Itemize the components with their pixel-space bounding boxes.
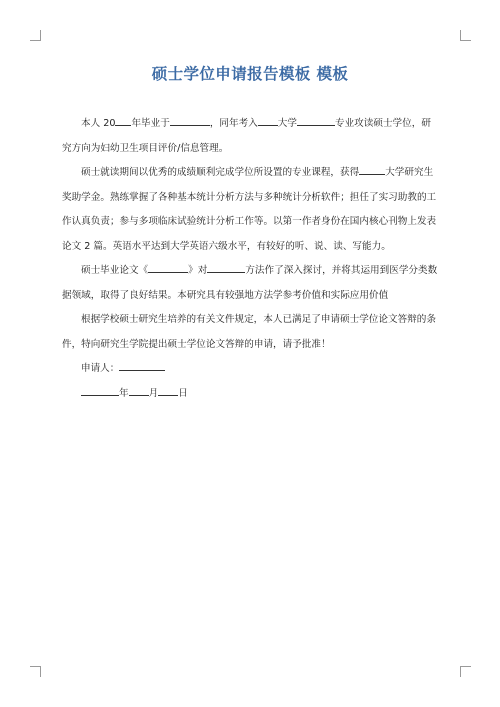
applicant-line	[62, 357, 440, 382]
crop-mark-bottom-right	[460, 666, 471, 677]
document-body	[62, 112, 440, 406]
crop-mark-top-left	[30, 30, 41, 41]
blank-date-year	[81, 386, 119, 396]
date-year-label: 年	[119, 387, 129, 399]
crop-mark-bottom-left	[30, 666, 41, 677]
thesis-text-1: 硕士毕业论文《	[81, 265, 149, 276]
blank-year	[115, 116, 131, 126]
paragraph-study	[62, 161, 440, 259]
thesis-text-2: 》对	[188, 265, 208, 276]
blank-date-month	[129, 386, 149, 396]
paragraph-thesis	[62, 259, 440, 308]
document-title: 硕士学位申请报告模板 模板	[151, 65, 349, 83]
intro-text-2: 年毕业于	[131, 118, 170, 129]
crop-mark-top-right	[460, 30, 471, 41]
intro-text-4: 大学	[277, 118, 297, 129]
intro-text-1: 本人 20	[81, 118, 116, 129]
study-text-2: 大学研究生奖助学金。熟练掌握了各种基本统计分析方法与多种统计分析软件；担任了实习助教的工作认真负责；参与多项临床试验统计分析工作等。以第一作者身份在国内核心刊物上发表论文 2 篇。英语水平达到大学英语六级水平，有较好的听、说、读、写能力。	[62, 167, 437, 252]
blank-thesis-title	[148, 263, 188, 273]
blank-major	[297, 116, 335, 126]
blank-applicant-name	[119, 361, 165, 371]
paragraph-request: 根据学校硕士研究生培养的有关文件规定，本人已满足了申请硕士学位论文答辩的条件，特向研究生学院提出硕士学位论文答辩的申请，请予批准！	[62, 314, 436, 350]
date-day-label: 日	[178, 387, 188, 399]
blank-method	[207, 263, 245, 273]
applicant-label: 申请人：	[81, 363, 120, 374]
intro-text-3: ，同年考入	[209, 118, 258, 129]
blank-university	[258, 116, 278, 126]
blank-date-day	[158, 386, 178, 396]
study-text-1: 硕士就读期间以优秀的成绩顺利完成学位所设置的专业课程，获得	[81, 167, 360, 178]
date-month-label: 月	[148, 387, 159, 399]
blank-school	[170, 116, 210, 126]
thesis-text-3: 方法作了深入探讨，并将其运用到医学分类数据领域，取得了良好结果。本研究具有较强地方法学参考价值和实际应用价值	[62, 265, 438, 301]
blank-scholarship-university	[359, 165, 385, 175]
intro-text-5: 专业攻读硕士学位，研究方向为妇幼卫生项目评价/信息管理。	[62, 118, 431, 154]
paragraph-intro	[62, 112, 440, 161]
date-line	[62, 382, 440, 407]
